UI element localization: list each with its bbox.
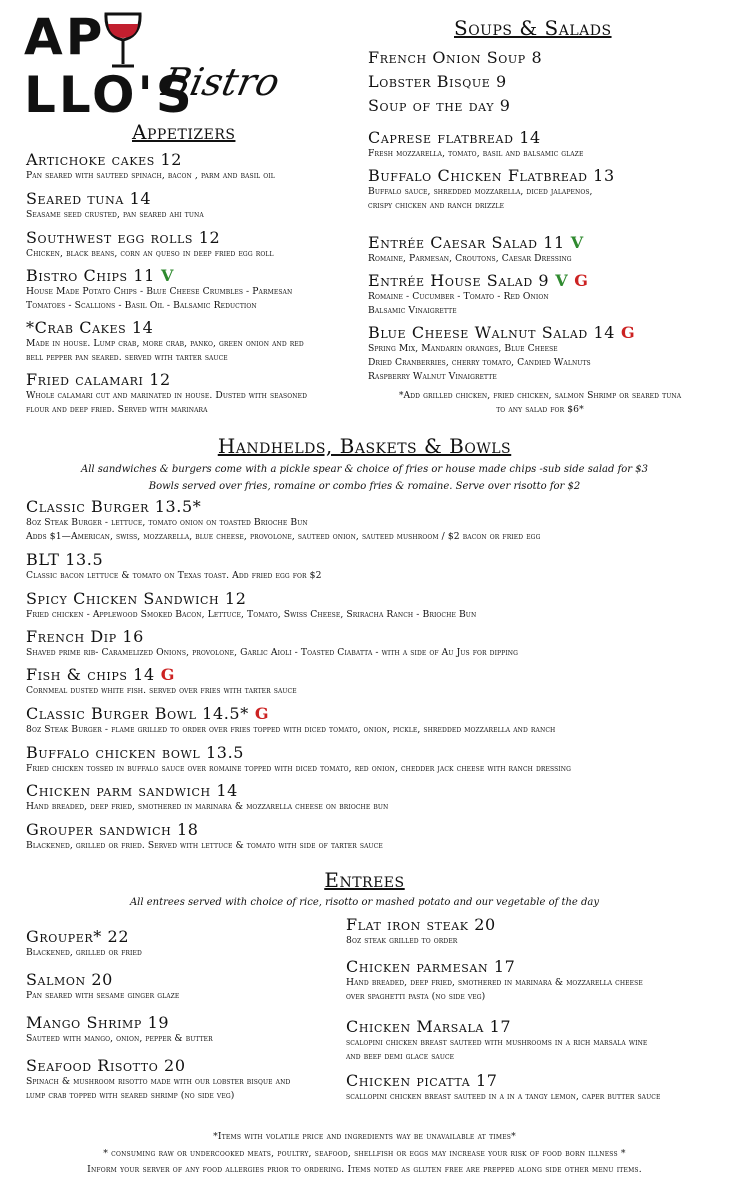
footer-allergy-note: Inform your server of any food allergies prior to ordering. Items noted as gluten free are prepped along side other menu items. (87, 1164, 642, 1175)
menu-item-description: Fresh mozzarella, tomato, basil and balsamic glaze (368, 148, 584, 160)
gluten-free-tag: G (160, 665, 175, 684)
menu-item-name (26, 665, 716, 684)
menu-item-description: scallopini chicken breast sauteed in a in a tangy lemon, caper butter sauce (346, 1091, 661, 1103)
menu-item-name (368, 166, 718, 185)
menu-item-description: bell pepper pan seared. served with tarter sauce (26, 352, 228, 364)
logo-wordmark: APLLO'S (24, 8, 195, 124)
menu-item (346, 915, 716, 948)
menu-item-name (26, 550, 716, 569)
menu-item-description: Raspberry Walnut Vinaigrette (368, 371, 497, 383)
menu-item-description: Blackened, grilled or fried (26, 947, 142, 959)
menu-item (368, 323, 718, 384)
menu-item-title: Chicken parm sandwich 14 (26, 781, 238, 800)
menu-item-title: Chicken Marsala 17 (346, 1017, 512, 1036)
menu-item-description: Hand breaded, deep fried, smothered in marinara & mozzarella cheese on brioche bun (26, 801, 389, 813)
menu-item-title: Artichoke cakes 12 (26, 150, 183, 169)
menu-item (368, 233, 718, 266)
entrees-title: Entrees (324, 868, 405, 892)
logo-script: Bistro (158, 60, 284, 104)
menu-item (26, 781, 716, 814)
menu-item-name (26, 927, 336, 946)
menu-item-title: Classic Burger 13.5* (26, 497, 202, 516)
menu-item-description: crispy chicken and ranch drizzle (368, 200, 505, 212)
menu-item-description: over spaghetti pasta (no side veg) (346, 991, 486, 1003)
menu-item-description: Tomatoes - Scallions - Basil Oil - Balsamic Reduction (26, 300, 257, 312)
menu-item-name (26, 497, 716, 516)
vegetarian-tag: V (160, 266, 174, 285)
soup-item: Soup of the day 9 (368, 96, 511, 115)
gluten-free-tag: G (254, 704, 270, 723)
menu-item-description: House Made Potato Chips - Blue Cheese Crumbles - Parmesan (26, 286, 293, 298)
menu-item-description: Pan seared with sesame ginger glaze (26, 990, 180, 1002)
menu-item-description: Balsamic Vinaigrette (368, 305, 457, 317)
menu-item (368, 128, 718, 161)
menu-item-description: and beef demi glace sauce (346, 1051, 455, 1063)
menu-item-name (346, 915, 716, 934)
menu-item (26, 970, 336, 1003)
gluten-free-tag: G (621, 323, 636, 342)
menu-item-name (26, 318, 356, 337)
menu-item-name (26, 589, 716, 608)
menu-item (26, 1056, 336, 1103)
menu-item-name (26, 704, 716, 723)
menu-item-title: BLT 13.5 (26, 550, 104, 569)
menu-item-description: Adds $1—American, swiss, mozzarella, blue cheese, provolone, sauteed onion, sauteed mushroom / $2 bacon or fried egg (26, 531, 541, 543)
menu-item (368, 271, 718, 318)
menu-item-description: Fried chicken tossed in buffalo sauce over romaine topped with diced tomato, red onion, chedder jack cheese with ranch dressing (26, 763, 572, 775)
menu-item-description: 8oz Steak Burger - lettuce, tomato onion on toasted Brioche Bun (26, 517, 308, 529)
menu-item-description: 8oz steak grilled to order (346, 935, 458, 947)
menu-item (26, 589, 716, 622)
menu-item-name (346, 1071, 716, 1090)
menu-item-title: Chicken parmesan 17 (346, 957, 516, 976)
menu-item-title: Grouper* 22 (26, 927, 130, 946)
menu-item-description: Pan seared with sauteed spinach, bacon , parm and basil oil (26, 170, 275, 182)
menu-item (26, 627, 716, 660)
menu-item-title: Classic Burger Bowl 14.5* (26, 704, 249, 723)
menu-item (26, 370, 356, 417)
entrees-note: All entrees served with choice of rice, risotto or mashed potato and our vegetable of the day (129, 897, 600, 908)
appetizers-title: Appetizers (132, 120, 236, 144)
soup-item: Lobster Bisque 9 (368, 72, 507, 91)
menu-item-description: Buffalo sauce, shredded mozzarella, diced jalapenos, (368, 186, 593, 198)
menu-item-name (26, 970, 336, 989)
menu-item-name (26, 370, 356, 389)
menu-item-title: Southwest egg rolls 12 (26, 228, 221, 247)
menu-item-description: Made in house. Lump crab, more crab, panko, green onion and red (26, 338, 304, 350)
menu-item (26, 228, 356, 261)
menu-item-description: Dried Cranberries, cherry tomato, Candied Walnuts (368, 357, 591, 369)
vegetarian-tag: V (570, 233, 584, 252)
menu-item-description: flour and deep fried. Served with marinara (26, 404, 208, 416)
menu-item (346, 1017, 716, 1064)
menu-item-description: Sauteed with mango, onion, pepper & butter (26, 1033, 213, 1045)
menu-item (26, 189, 356, 222)
menu-item (26, 150, 356, 183)
menu-item-name (26, 743, 716, 762)
menu-item-name (368, 233, 718, 252)
gluten-free-tag: G (574, 271, 589, 290)
menu-item-title: Flat iron steak 20 (346, 915, 496, 934)
menu-item-name (26, 781, 716, 800)
menu-item-title: Grouper sandwich 18 (26, 820, 199, 839)
menu-item-name (26, 1056, 336, 1075)
menu-item-title: Mango Shrimp 19 (26, 1013, 170, 1032)
menu-item-description: Fried chicken - Applewood Smoked Bacon, Lettuce, Tomato, Swiss Cheese, Sriracha Ranch - Brioche Bun (26, 609, 477, 621)
menu-item-title: Entrée House Salad 9 (368, 271, 550, 290)
menu-item-name (346, 957, 716, 976)
soup-item: French Onion Soup 8 (368, 48, 543, 67)
menu-item-title: Buffalo chicken bowl 13.5 (26, 743, 245, 762)
handhelds-title: Handhelds, Baskets & Bowls (217, 434, 512, 458)
menu-item (346, 957, 716, 1004)
menu-item-title: French Dip 16 (26, 627, 144, 646)
menu-item-name (26, 228, 356, 247)
menu-item (26, 665, 716, 698)
menu-item-description: Classic bacon lettuce & tomato on Texas toast. Add fried egg for $2 (26, 570, 322, 582)
menu-item (26, 704, 716, 737)
menu-item-name (26, 266, 356, 285)
menu-item-name (26, 189, 356, 208)
menu-item (368, 166, 718, 213)
menu-item-title: Spicy Chicken Sandwich 12 (26, 589, 247, 608)
menu-item-description: Spring Mix, Mandarin oranges, Blue Cheese (368, 343, 558, 355)
salad-addon-note: *Add grilled chicken, fried chicken, salmon Shrimp or seared tuna to any salad for $6* (398, 390, 682, 415)
menu-item (26, 266, 356, 313)
menu-item-name (368, 271, 718, 290)
menu-item (26, 318, 356, 365)
menu-item-description: 8oz Steak Burger - flame grilled to order over fries topped with diced tomato, onion, pickle, shredded mozzarella and ranch (26, 724, 556, 736)
menu-item (26, 550, 716, 583)
menu-item-description: Spinach & mushroom risotto made with our lobster bisque and (26, 1076, 291, 1088)
menu-item-description: scalopini chicken breast sauteed with mushrooms in a rich marsala wine (346, 1037, 648, 1049)
restaurant-logo (20, 8, 284, 124)
menu-item-description: lump crab topped with seared shrimp (no side veg) (26, 1090, 235, 1102)
menu-item-name (26, 1013, 336, 1032)
menu-item-title: Buffalo Chicken Flatbread 13 (368, 166, 615, 185)
menu-item (26, 820, 716, 853)
footer-volatile-note: *Items with volatile price and ingredients way be unavailable at times* (213, 1131, 516, 1142)
menu-item-title: Seared tuna 14 (26, 189, 152, 208)
menu-item-name (346, 1017, 716, 1036)
menu-item-description: Romaine - Cucumber - Tomato - Red Onion (368, 291, 549, 303)
menu-item-description: Shaved prime rib- Caramelized Onions, provolone, Garlic Aioli - Toasted Ciabatta - with a side of Au Jus for dipping (26, 647, 519, 659)
menu-item-description: Blackened, grilled or fried. Served with lettuce & tomato with side of tarter sauce (26, 840, 383, 852)
menu-item-description: Cornmeal dusted white fish. served over fries with tarter sauce (26, 685, 297, 697)
handhelds-note-2: Bowls served over fries, romaine or combo fries & romaine. Serve over risotto for $2 (148, 481, 581, 492)
menu-item-title: *Crab Cakes 14 (26, 318, 154, 337)
menu-item-name (26, 627, 716, 646)
menu-item-description: Hand breaded, deep fried, smothered in marinara & mozzarella cheese (346, 977, 643, 989)
menu-item (26, 1013, 336, 1046)
menu-item-title: Caprese flatbread 14 (368, 128, 541, 147)
menu-item-description: Chicken, black beans, corn an queso in deep fried egg roll (26, 248, 274, 260)
menu-item-title: Chicken picatta 17 (346, 1071, 498, 1090)
wine-glass-icon (100, 10, 146, 72)
menu-item-description: Romaine, Parmesan, Croutons, Caesar Dressing (368, 253, 572, 265)
menu-item-title: Blue Cheese Walnut Salad 14 (368, 323, 616, 342)
menu-item-name (26, 820, 716, 839)
menu-item-name (368, 128, 718, 147)
menu-item-name (26, 150, 356, 169)
soups-salads-title: Soups & Salads (454, 16, 612, 40)
menu-item-title: Fish & chips 14 (26, 665, 155, 684)
menu-item-name (368, 323, 718, 342)
menu-item (26, 927, 336, 960)
footer-raw-warning: * consuming raw or undercooked meats, poultry, seafood, shellfish or eggs may increase your risk of food born illness * (103, 1148, 626, 1159)
menu-item-description: Whole calamari cut and marinated in house. Dusted with seasoned (26, 390, 308, 402)
menu-item-title: Seafood Risotto 20 (26, 1056, 186, 1075)
menu-item-title: Fried calamari 12 (26, 370, 171, 389)
handhelds-note-1: All sandwiches & burgers come with a pickle spear & choice of fries or house made chips -sub side salad for $3 (81, 464, 648, 475)
vegetarian-tag: V (555, 271, 569, 290)
menu-item-title: Salmon 20 (26, 970, 113, 989)
menu-item-title: Entrée Caesar Salad 11 (368, 233, 565, 252)
menu-item (26, 743, 716, 776)
menu-item-title: Bistro Chips 11 (26, 266, 155, 285)
menu-item-description: Seasame seed crusted, pan seared ahi tuna (26, 209, 204, 221)
menu-item (26, 497, 716, 544)
menu-item (346, 1071, 716, 1104)
